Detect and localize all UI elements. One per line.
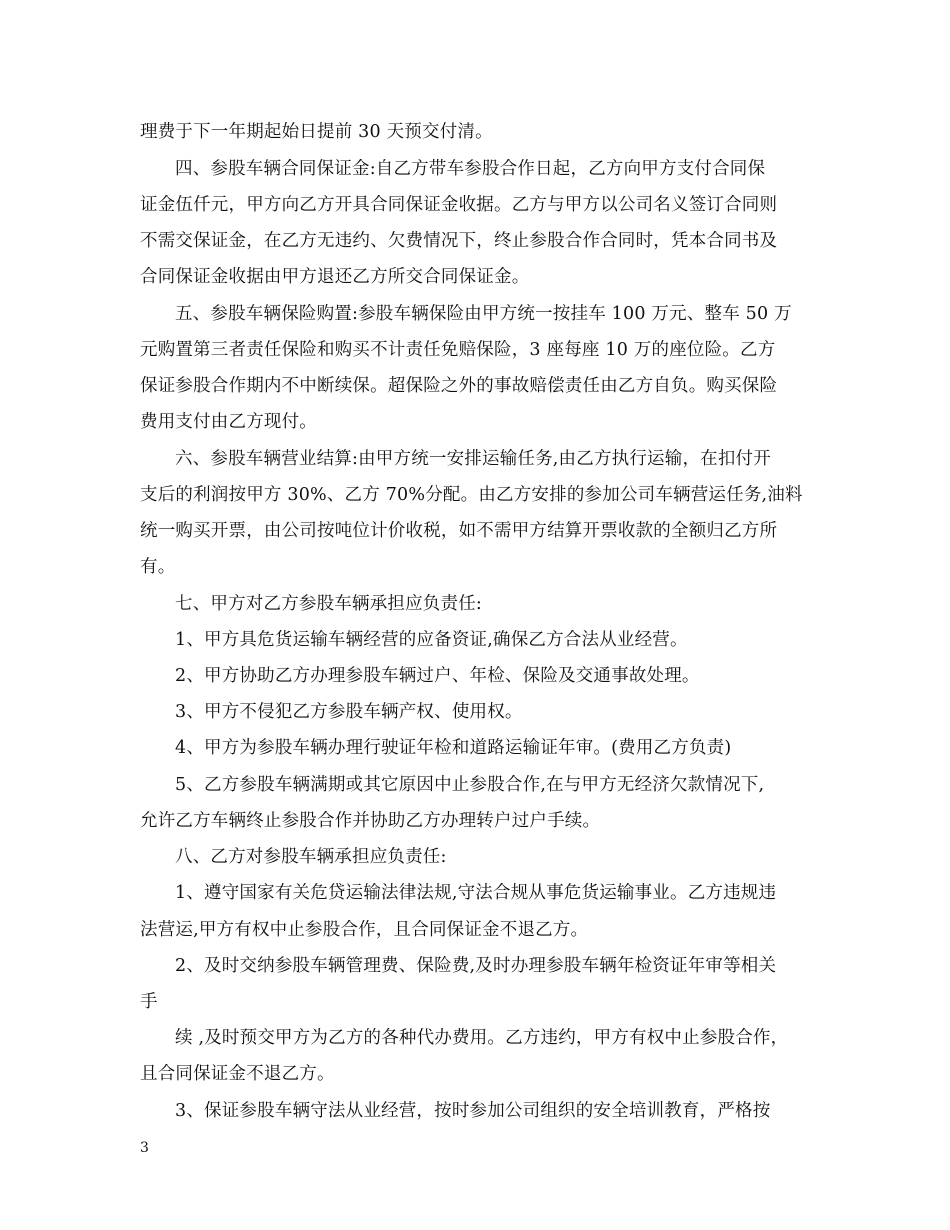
text-line: 法营运,甲方有权中止参股合作，且合同保证金不退乙方。 [140,920,589,940]
text-line: 理费于下一年期起始日提前 30 天预交付清。 [140,122,493,142]
text-line: 不需交保证金，在乙方无违约、欠费情况下，终止参股合作合同时，凭本合同书及 [140,231,778,251]
text-line: 1、甲方具危货运输车辆经营的应备资证,确保乙方合法从业经营。 [175,630,688,650]
text-line: 六、参股车辆营业结算:由甲方统一安排运输任务,由乙方执行运输，在扣付开 [175,449,771,469]
text-line: 四、参股车辆合同保证金:自乙方带车参股合作日起，乙方向甲方支付合同保 [175,159,766,179]
text-line: 保证参股合作期内不中断续保。超保险之外的事故赔偿责任由乙方自负。购买保险 [140,376,778,396]
text-line: 2、及时交纳参股车辆管理费、保险费,及时办理参股车辆年检资证年审等相关 [175,956,777,976]
text-line: 3、甲方不侵犯乙方参股车辆产权、使用权。 [175,702,523,722]
text-line: 1、遵守国家有关危贷运输法律法规,守法合规从事危货运输事业。乙方违规违 [175,883,777,903]
text-line: 5、乙方参股车辆满期或其它原因中止参股合作,在与甲方无经济欠款情况下, [175,775,765,795]
text-line: 且合同保证金不退乙方。 [140,1064,335,1084]
page-number: 3 [140,1140,149,1156]
text-line: 统一购买开票，由公司按吨位计价收税，如不需甲方结算开票收款的全额归乙方所 [140,521,778,541]
text-line: 手 [140,992,158,1012]
text-line: 2、甲方协助乙方办理参股车辆过户、年检、保险及交通事故处理。 [175,666,700,686]
text-line: 八、乙方对参股车辆承担应负责任: [175,847,447,867]
text-line: 4、甲方为参股车辆办理行驶证年检和道路运输证年审。(费用乙方负责) [175,738,732,758]
text-line: 七、甲方对乙方参股车辆承担应负责任: [175,594,482,614]
text-line: 证金伍仟元，甲方向乙方开具合同保证金收据。乙方与甲方以公司名义签订合同则 [140,195,778,215]
text-line: 有。 [140,557,176,577]
text-line: 3、保证参股车辆守法从业经营，按时参加公司组织的安全培训教育，严格按 [175,1101,771,1121]
text-line: 元购置第三者责任保险和购买不计责任免赔保险，3 座每座 10 万的座位险。乙方 [140,340,776,360]
text-line: 五、参股车辆保险购置:参股车辆保险由甲方统一按挂车 100 万元、整车 50 万 [175,304,792,324]
text-line: 费用支付由乙方现付。 [140,412,317,432]
text-line: 合同保证金收据由甲方退还乙方所交合同保证金。 [140,267,530,287]
text-line: 支后的利润按甲方 30%、乙方 70%分配。由乙方安排的参加公司车辆营运任务,油料 [140,485,803,505]
text-line: 允许乙方车辆终止参股合作并协助乙方办理转户过户手续。 [140,811,601,831]
text-line: 续 ,及时预交甲方为乙方的各种代办费用。乙方违约，甲方有权中止参股合作， [175,1028,789,1048]
